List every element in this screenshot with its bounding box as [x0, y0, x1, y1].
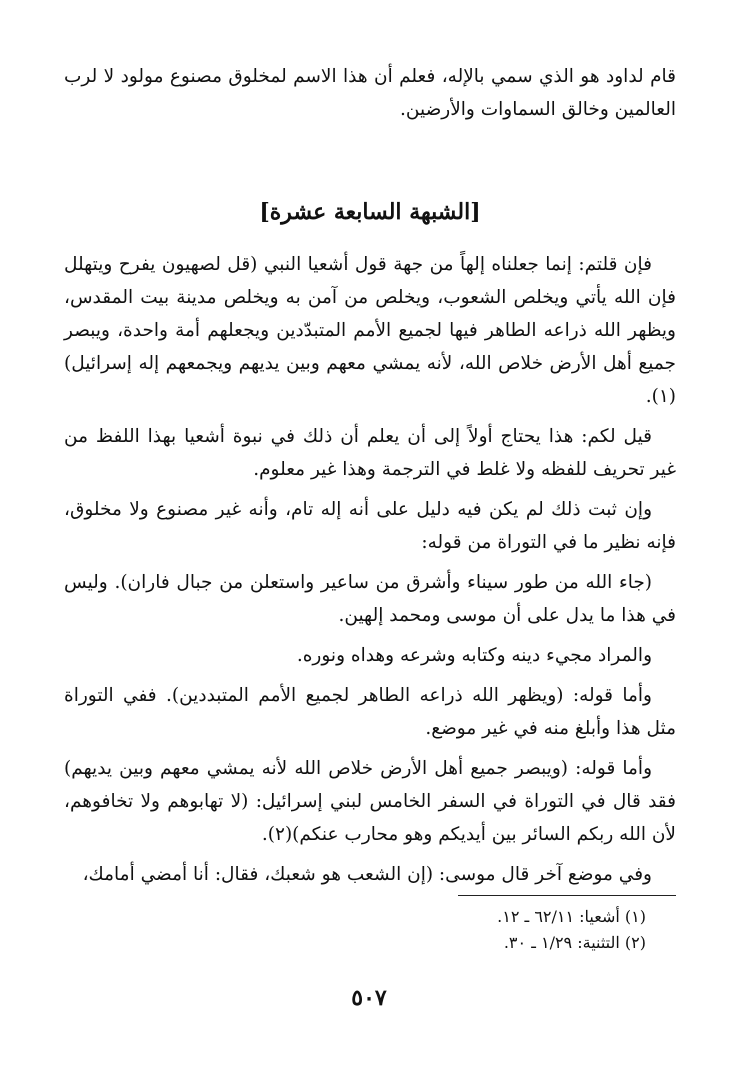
paragraph-continuation: قام لداود هو الذي سمي بالإله، فعلم أن هذا الاسم لمخلوق مصنوع مولود لا لرب العالمين وخالق السماوات والأرضين.	[64, 66, 676, 120]
paragraph-meaning: والمراد مجيء دينه وكتابه وشرعه وهداه ونوره.	[296, 645, 652, 666]
page-body	[64, 60, 676, 891]
paragraph-reply-2: وإن ثبت ذلك لم يكن فيه دليل على أنه إله تام، وأنه غير مصنوع ولا مخلوق، فإنه نظير ما في التوراة من قوله:	[64, 499, 676, 553]
paragraph-moses: وفي موضع آخر قال موسى: (إن الشعب هو شعبك، فقال: أنا أمضي أمامك،	[82, 864, 652, 885]
paragraph-arm: وأما قوله: (ويظهر الله ذراعه الطاهر لجميع الأمم المتبددين). ففي التوراة مثل هذا وأبلغ منه في غير موضع.	[64, 685, 676, 739]
paragraph-salvation: وأما قوله: (ويبصر جميع أهل الأرض خلاص الله لأنه يمشي معهم وبين يديهم) فقد قال في التوراة في السفر الخامس لبني إسرائيل: (لا تهابوهم ولا تخافوهم، لأن الله ربكم السائر بين أيديكم وهو محارب عنكم)(٢).	[64, 758, 676, 845]
paragraph-reply-1: قيل لكم: هذا يحتاج أولاً إلى أن يعلم أن ذلك في نبوة أشعيا بهذا اللفظ من غير تحريف للفظه ولا غلط في الترجمة وهذا غير معلوم.	[64, 426, 676, 480]
footnote-2: (٢) التثنية: ١/٢٩ ـ ٣٠.	[503, 933, 646, 952]
paragraph-objection: فإن قلتم: إنما جعلناه إلهاً من جهة قول أشعيا النبي (قل لصهيون يفرح ويتهلل فإن الله يأتي ويخلص الشعوب، ويخلص من آمن به ويخلص مدينة بيت المقدس، ويظهر الله ذراعه الطاهر فيها لجميع الأمم المتبدّدين ويجعلهم أمة واحدة، ويبصر جميع أهل الأرض خلاص الله، لأنه يمشي معهم وبين يديهم ويجمعهم إله إسرائيل)(١).	[64, 254, 676, 407]
section-heading: [الشبهة السابعة عشرة]	[259, 199, 481, 225]
footnote-1: (١) أشعيا: ٦٢/١١ ـ ١٢.	[497, 907, 646, 926]
footnotes	[64, 895, 676, 956]
footnote-divider	[458, 895, 676, 896]
paragraph-quote-torah: (جاء الله من طور سيناء وأشرق من ساعير واستعلن من جبال فاران). وليس في هذا ما يدل على أن موسى ومحمد إلهين.	[64, 572, 676, 626]
page-number: ٥٠٧	[351, 985, 387, 1011]
